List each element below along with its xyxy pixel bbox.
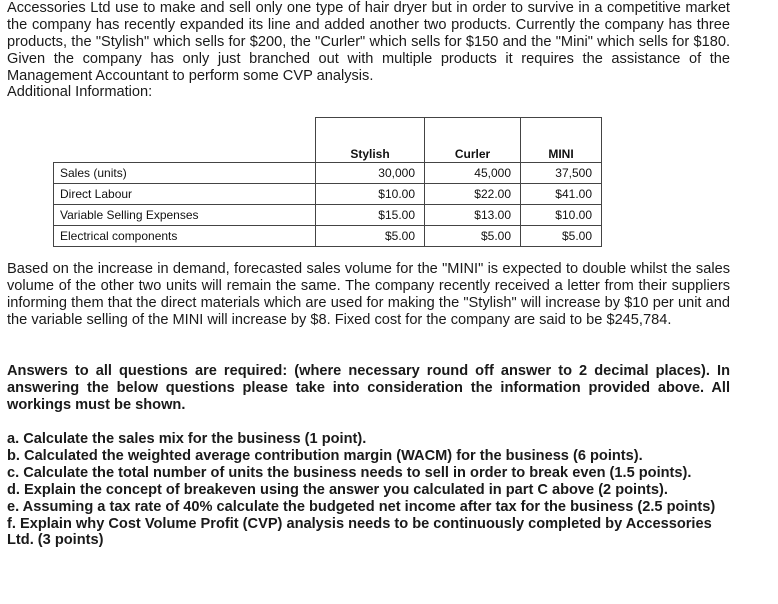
table-row [54, 226, 602, 247]
row-label: Direct Labour [54, 184, 316, 205]
row-label: Sales (units) [54, 163, 316, 184]
row-label: Variable Selling Expenses [54, 205, 316, 226]
cell-value: $5.00 [316, 226, 425, 247]
cell-value: $15.00 [316, 205, 425, 226]
demand-paragraph: Based on the increase in demand, forecasted sales volume for the "MINI" is expected to double whilst the sales volume of the other two units will remain the same. The company recently received a letter from their suppliers informing them that the direct materials which are used for making the "Stylish" will increase by $10 per unit and the variable selling of the MINI will increase by $8. Fixed cost for the company are said to be $245,784. [7, 261, 730, 328]
table-row [54, 163, 602, 184]
additional-info-heading: Additional Information: [7, 84, 153, 100]
question-b: b. Calculated the weighted average contribution margin (WACM) for the business (6 points). [7, 447, 643, 464]
table-header-row [54, 118, 602, 163]
row-label: Electrical components [54, 226, 316, 247]
questions-list [7, 431, 730, 549]
cost-data-table [53, 117, 602, 247]
table-row [54, 205, 602, 226]
cell-value: $5.00 [425, 226, 521, 247]
cell-value: $10.00 [316, 184, 425, 205]
cell-value: 30,000 [316, 163, 425, 184]
cell-value: $22.00 [425, 184, 521, 205]
cell-value: 45,000 [425, 163, 521, 184]
column-header-curler: Curler [425, 118, 521, 163]
question-f: f. Explain why Cost Volume Profit (CVP) analysis needs to be continuously completed by Accessories Ltd. (3 points) [7, 515, 712, 549]
question-c: c. Calculate the total number of units the business needs to sell in order to break even (1.5 points). [7, 464, 692, 481]
table-row [54, 184, 602, 205]
cell-value: 37,500 [521, 163, 602, 184]
intro-paragraph: Accessories Ltd use to make and sell only one type of hair dryer but in order to survive in a competitive market the company has recently expanded its line and added another two products. Currently the company has three products, the "Stylish" which sells for $200, the "Curler" which sells for $150 and the "Mini" which sells for $180. Given the company has only just branched out with multiple products it requires the assistance of the Management Accountant to perform some CVP analysis. [7, 0, 730, 84]
answers-instruction: Answers to all questions are required: (where necessary round off answer to 2 decimal places). In answering the below questions please take into consideration the information provided above. All workings must be shown. [7, 363, 730, 413]
question-d: d. Explain the concept of breakeven using the answer you calculated in part C above (2 points). [7, 481, 668, 498]
cell-value: $10.00 [521, 205, 602, 226]
column-header-mini: MINI [521, 118, 602, 163]
cell-value: $5.00 [521, 226, 602, 247]
column-header-stylish: Stylish [316, 118, 425, 163]
question-e: e. Assuming a tax rate of 40% calculate the budgeted net income after tax for the business (2.5 points) [7, 498, 716, 515]
cell-value: $13.00 [425, 205, 521, 226]
table-corner [54, 118, 316, 163]
question-a: a. Calculate the sales mix for the business (1 point). [7, 431, 367, 447]
cell-value: $41.00 [521, 184, 602, 205]
